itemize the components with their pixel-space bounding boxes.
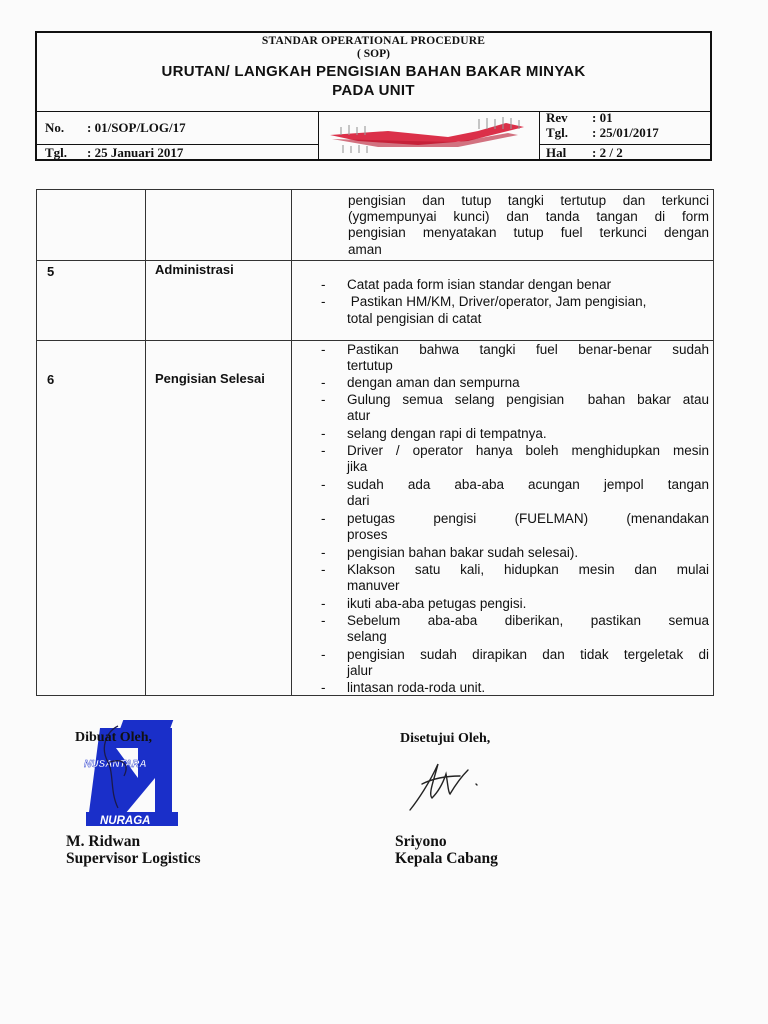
stamp-bottom-text: NURAGA (100, 815, 151, 827)
bullet-dash: - (321, 294, 326, 309)
page-row (540, 144, 710, 159)
continued-text-line: aman (348, 242, 382, 257)
bullet-dash: - (321, 342, 326, 357)
step-item-line: Pastikan bahwa tangki fuel benar-benar sudah (347, 342, 709, 357)
bullet-dash: - (321, 277, 326, 292)
step-item-line: Sebelum aba-aba diberikan, pastikan semua (347, 613, 709, 628)
step-item-line: Catat pada form isian standar dengan benar (347, 277, 612, 292)
bullet-dash: - (321, 477, 326, 492)
sop-title-block (37, 33, 710, 112)
company-logo-strip (318, 111, 539, 159)
approved-by-name: Sriyono (395, 833, 447, 850)
page-label: Hal (546, 145, 567, 160)
bullet-dash: - (321, 545, 326, 560)
step-item-line: Klakson satu kali, hidupkan mesin dan mulai (347, 562, 709, 577)
step-item-line: petugas pengisi (FUELMAN) (menandakan (347, 511, 709, 526)
bullet-dash: - (321, 375, 326, 390)
step-number: 5 (47, 264, 55, 279)
logo-strip-graphic (318, 111, 539, 161)
bullet-dash: - (321, 511, 326, 526)
sop-title-line-1: URUTAN/ LANGKAH PENGISIAN BAHAN BAKAR MINYAK (161, 63, 586, 80)
page-value: : 2 / 2 (592, 145, 623, 160)
step-item-line: selang dengan rapi di tempatnya. (347, 426, 547, 441)
step-item-line: selang (347, 629, 387, 644)
document-date-value: : 25 Januari 2017 (87, 145, 184, 160)
step-item-line: lintasan roda-roda unit. (347, 680, 486, 695)
step-item-line: ikuti aba-aba petugas pengisi. (347, 596, 527, 611)
step-item-line: total pengisian di catat (347, 311, 482, 326)
document-date-label: Tgl. (45, 145, 68, 160)
step-item-line: dengan aman dan sempurna (347, 375, 520, 390)
document-number-value: : 01/SOP/LOG/17 (87, 120, 186, 135)
bullet-dash: - (321, 596, 326, 611)
step-item-line: pengisian bahan bakar sudah selesai). (347, 545, 579, 560)
prepared-by-name: M. Ridwan (66, 833, 141, 850)
prepared-by-title: Supervisor Logistics (66, 850, 201, 867)
step-item-line: dari (347, 493, 370, 508)
bullet-dash: - (321, 562, 326, 577)
revision-row (540, 111, 710, 145)
step-item-line: tertutup (347, 358, 393, 373)
prepared-by-caption: Dibuat Oleh, (75, 730, 153, 745)
column-divider (291, 190, 292, 695)
step-item-line: atur (347, 408, 371, 423)
document-number-row (37, 111, 318, 145)
continued-text-line: pengisian dan tutup tangki tertutup dan terkunci (348, 193, 709, 208)
step-item-line: jalur (347, 663, 373, 678)
bullet-dash: - (321, 613, 326, 628)
sop-header (35, 31, 712, 161)
bullet-dash: - (321, 680, 326, 695)
step-item-line: jika (347, 459, 368, 474)
document-id-block (37, 111, 319, 159)
revision-block (539, 111, 710, 159)
step-item-line: Gulung semua selang pengisian bahan bakar atau (347, 392, 709, 407)
row-divider (37, 260, 713, 261)
document-date-row (37, 144, 318, 159)
column-divider (145, 190, 146, 695)
row-divider (37, 340, 713, 341)
revision-label: Rev (546, 110, 568, 125)
revision-value: : 01 (592, 110, 613, 125)
document-number-label: No. (45, 120, 65, 135)
handwritten-signature (404, 754, 494, 816)
procedure-table (36, 189, 714, 696)
sop-label: STANDAR OPERATIONAL PROCEDURE (261, 35, 486, 47)
step-item-line: proses (347, 527, 388, 542)
step-name: Pengisian Selesai (155, 371, 265, 386)
sop-title-line-2: PADA UNIT (332, 82, 415, 99)
bullet-dash: - (321, 392, 326, 407)
revision-date-label: Tgl. (546, 125, 569, 140)
step-name: Administrasi (155, 262, 234, 277)
continued-text-line: pengisian menyatakan tutup fuel terkunci dengan (348, 225, 709, 240)
revision-date-value: : 25/01/2017 (592, 125, 659, 140)
step-item-line: manuver (347, 578, 400, 593)
continued-text-line: (ygmempunyai kunci) dan tanda tangan di form (348, 209, 709, 224)
approved-by-caption: Disetujui Oleh, (400, 731, 491, 746)
sop-abbreviation: ( SOP) (357, 48, 390, 60)
stamp-top-text: NUSANTARA (84, 759, 147, 770)
step-item-line: Driver / operator hanya boleh menghidupkan mesin (347, 443, 709, 458)
approved-by-title: Kepala Cabang (395, 850, 498, 867)
step-item-line: pengisian sudah dirapikan dan tidak tergeletak di (347, 647, 709, 662)
bullet-dash: - (321, 443, 326, 458)
bullet-dash: - (321, 647, 326, 662)
step-item-line: sudah ada aba-aba acungan jempol tangan (347, 477, 709, 492)
step-item-line: Pastikan HM/KM, Driver/operator, Jam pengisian, (347, 294, 647, 309)
bullet-dash: - (321, 426, 326, 441)
step-number: 6 (47, 372, 55, 387)
